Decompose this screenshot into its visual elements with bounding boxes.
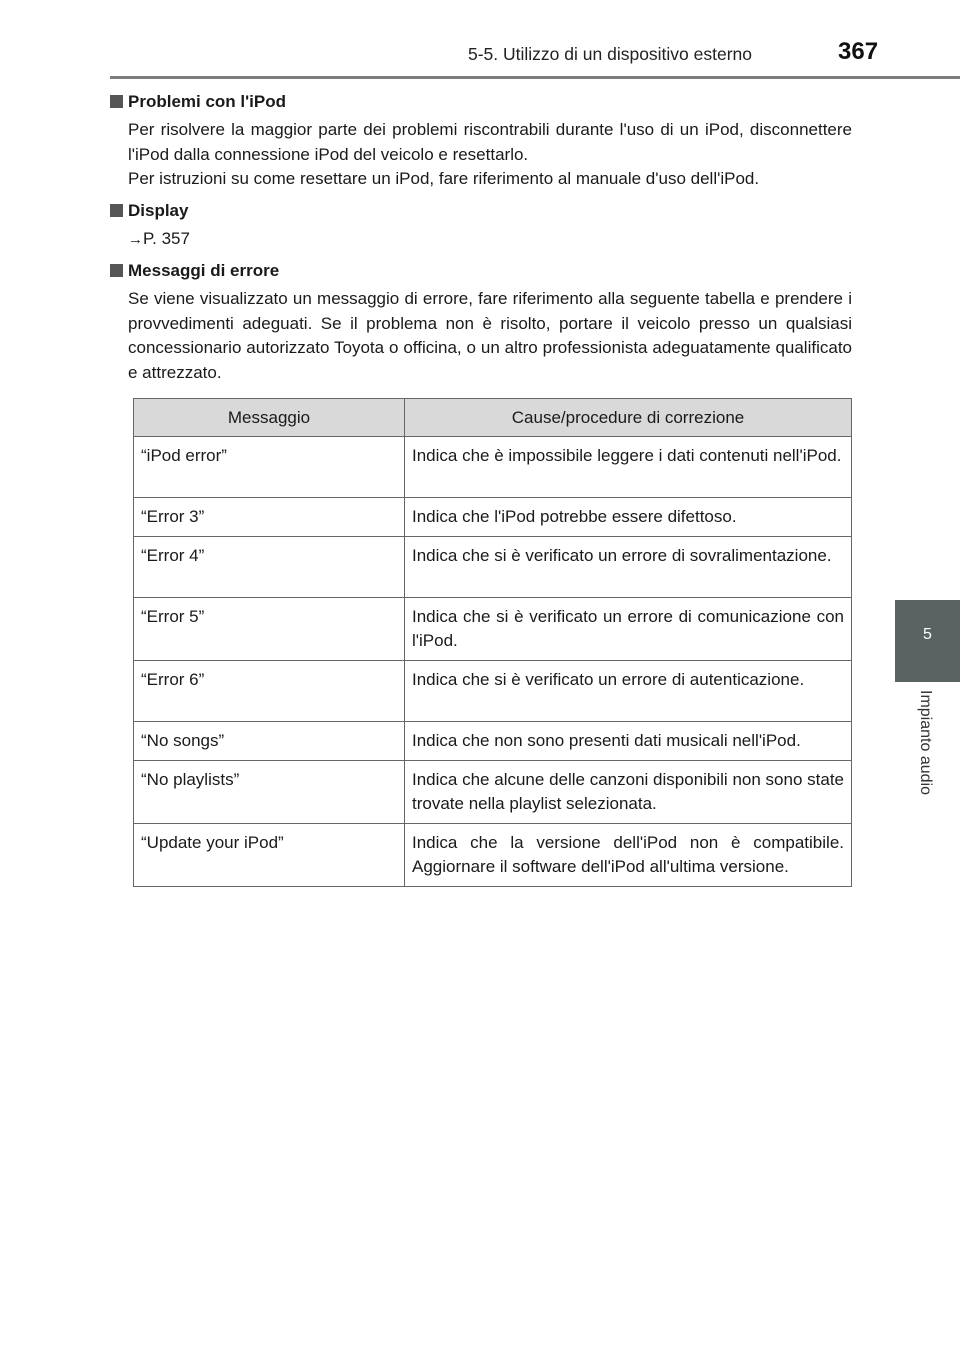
cause-cell: Indica che si è verificato un errore di comunicazione con l'iPod.: [405, 598, 852, 661]
cause-cell: Indica che l'iPod potrebbe essere difettoso.: [405, 498, 852, 537]
arrow-right-icon: →: [128, 231, 143, 248]
section-body: [128, 118, 852, 192]
square-bullet-icon: [110, 204, 123, 217]
paragraph: Per istruzioni su come resettare un iPod, fare riferimento al manuale d'uso dell'iPod.: [128, 169, 760, 188]
section-heading: [110, 199, 852, 223]
message-cell: “No playlists”: [134, 761, 405, 824]
message-cell: “Error 6”: [134, 661, 405, 722]
message-cell: “Error 5”: [134, 598, 405, 661]
heading-text: Display: [128, 201, 189, 220]
table-row: [134, 661, 852, 722]
column-header: Cause/procedure di correzione: [405, 399, 852, 437]
cause-cell: Indica che si è verificato un errore di sovralimentazione.: [405, 537, 852, 598]
heading-text: Problemi con l'iPod: [128, 92, 287, 111]
page-reference[interactable]: P. 357: [143, 229, 190, 248]
paragraph: Per risolvere la maggior parte dei problemi riscontrabili durante l'uso di un iPod, disconnettere l'iPod dalla connessione iPod del veicolo e resettarlo.: [128, 120, 852, 164]
page-number: 367: [838, 38, 879, 65]
chapter-label: Impianto audio: [917, 690, 934, 795]
cause-cell: Indica che è impossibile leggere i dati contenuti nell'iPod.: [405, 437, 852, 498]
table-row: [134, 824, 852, 887]
section-title: 5-5. Utilizzo di un dispositivo esterno: [468, 44, 753, 64]
cause-cell: Indica che alcune delle canzoni disponibili non sono state trovate nella playlist selezionata.: [405, 761, 852, 824]
section-heading: [110, 90, 852, 114]
table-row: [134, 498, 852, 537]
paragraph: Se viene visualizzato un messaggio di errore, fare riferimento alla seguente tabella e prendere i provvedimenti adeguati. Se il problema non è risolto, portare il veicolo presso un qualsiasi concessionario autorizzato Toyota o officina, o un altro professionista adeguatamente qualificato e attrezzato.: [128, 289, 852, 382]
heading-text: Messaggi di errore: [128, 261, 280, 280]
error-messages-table: [133, 398, 852, 887]
header-divider: [110, 76, 960, 79]
section-body: [128, 287, 852, 385]
section-display: [110, 199, 852, 253]
section-body: [128, 227, 852, 253]
table-header-row: [134, 399, 852, 437]
section-error-messages: [110, 259, 852, 385]
column-header: Messaggio: [134, 399, 405, 437]
message-cell: “iPod error”: [134, 437, 405, 498]
message-cell: “Update your iPod”: [134, 824, 405, 887]
cause-cell: Indica che la versione dell'iPod non è compatibile. Aggiornare il software dell'iPod all'ultima versione.: [405, 824, 852, 887]
table-row: [134, 598, 852, 661]
table-row: [134, 537, 852, 598]
table-row: [134, 761, 852, 824]
table-row: [134, 437, 852, 498]
section-ipod-problems: [110, 90, 852, 192]
message-cell: “Error 3”: [134, 498, 405, 537]
cause-cell: Indica che non sono presenti dati musicali nell'iPod.: [405, 722, 852, 761]
square-bullet-icon: [110, 264, 123, 277]
cause-cell: Indica che si è verificato un errore di autenticazione.: [405, 661, 852, 722]
chapter-tab: [895, 600, 960, 682]
section-heading: [110, 259, 852, 283]
message-cell: “Error 4”: [134, 537, 405, 598]
table-row: [134, 722, 852, 761]
square-bullet-icon: [110, 95, 123, 108]
chapter-number: 5: [923, 626, 932, 643]
message-cell: “No songs”: [134, 722, 405, 761]
